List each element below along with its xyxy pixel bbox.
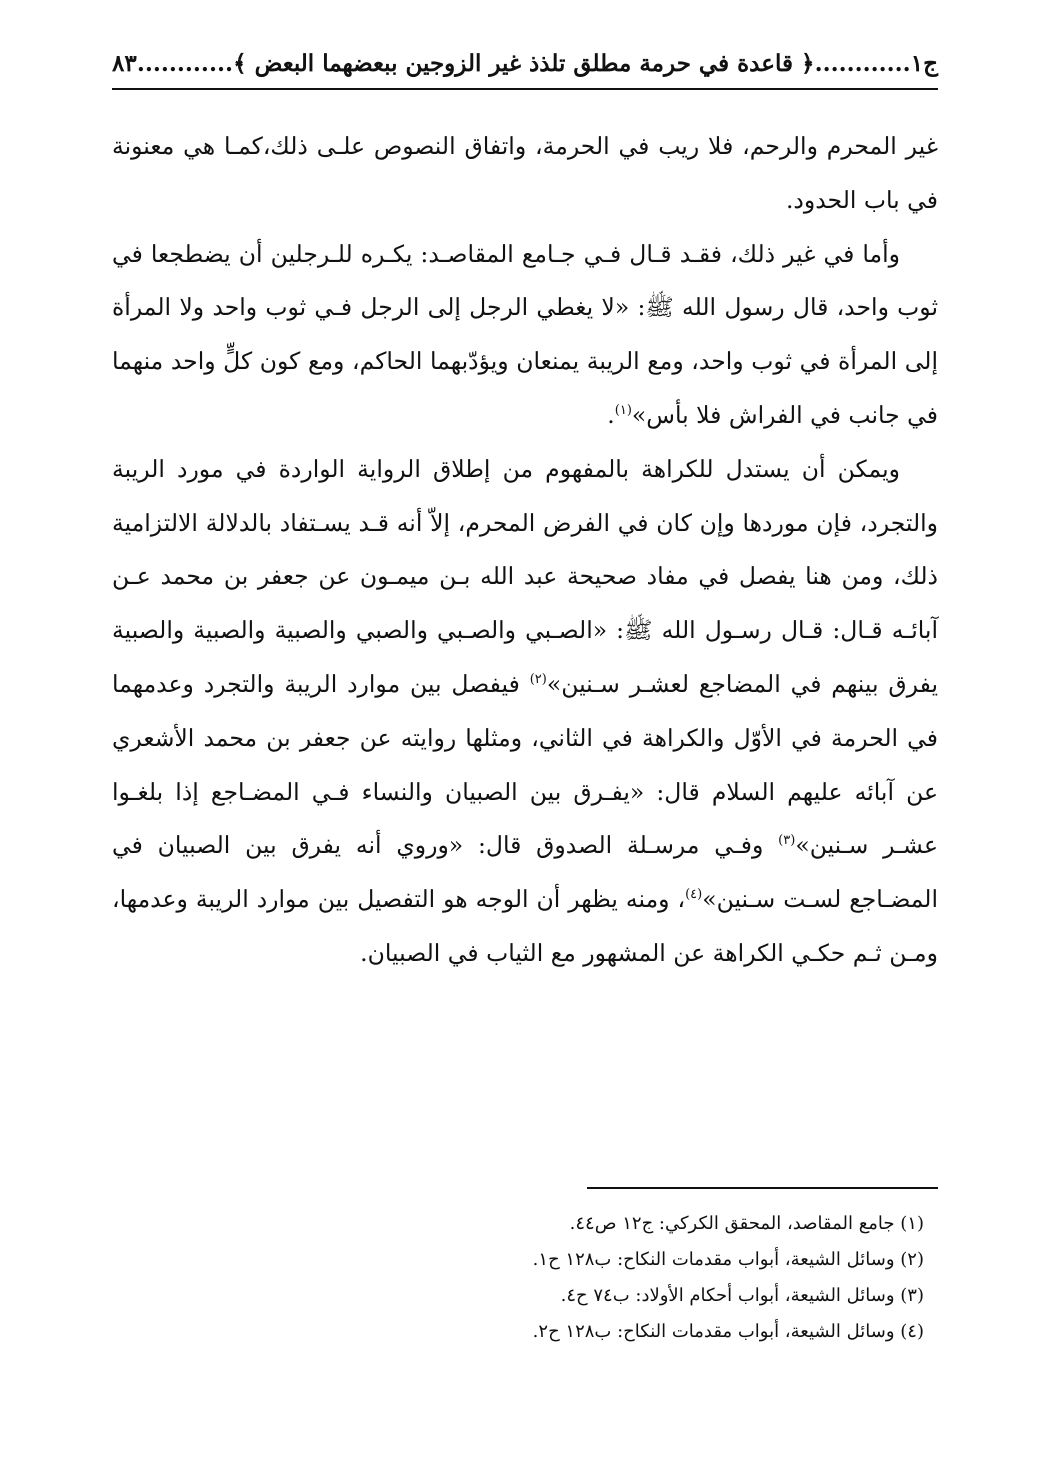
paragraph-text: ويمكن أن يستدل للكراهة بالمفهوم من إطلاق الرواية الواردة في مورد الريبة والتجرد، فإن موردها وإن كان في الفرض المحرم، إلاّ أنه قـد يسـتفاد بالدلالة الالتزامية ذلك، ومن هنا يفصل في مفاد صحيحة عبد الله بـن ميمـون عن جعفر بن محمد عـن آبائـه قـال: قـال رسـول الله ﷺ: «الصـبي والصـبي والصبي والصبية والصبية والصبية يفرق بينهم في المضاجع لعشـر سـنين» <box>112 454 938 698</box>
header-dots-right: ............ <box>814 49 911 77</box>
main-text <box>112 120 938 981</box>
paragraph-text: وأما في غير ذلك، فقـد قـال فـي جـامع المقاصـد: يكـره للـرجلين أن يضطجعا في ثوب واحد، قال رسول الله ﷺ: «لا يغطي الرجل إلى الرجل فـي ثوب واحد ولا المرأة إلى المرأة في ثوب واحد، ومع الريبة يمنعان ويؤدّبهما الحاكم، ومع كون كلٍّ واحد منهما في جانب في الفراش فلا بأس» <box>112 239 938 429</box>
footnote-item: (٢) وسائل الشيعة، أبواب مقدمات النكاح: ب١٢٨ ح١. <box>532 1249 924 1270</box>
footnote-item: (١) جامع المقاصد، المحقق الكركي: ج١٢ ص٤٤. <box>569 1213 924 1234</box>
footnote-ref: (١) <box>614 403 632 419</box>
page-number: ٨٣ <box>112 49 137 77</box>
paragraph-text-cont: ، ومنه يظهر أن الوجه هو التفصيل بين موارد الريبة وعدمها، ومـن ثـم حكـي الكراهة عن المشهور مع الثياب في الصبيان. <box>112 885 938 967</box>
header-volume: ج١ <box>910 49 938 77</box>
paragraph <box>112 443 938 981</box>
paragraph-text: غير المحرم والرحم، فلا ريب في الحرمة، واتفاق النصوص علـى ذلك،كمـا هي معنونة في باب الحدود. <box>112 132 938 214</box>
running-header <box>112 40 938 86</box>
footnote-rule <box>587 1187 938 1189</box>
footnote-item: (٣) وسائل الشيعة، أبواب أحكام الأولاد: ب٧٤ ح٤. <box>560 1285 924 1306</box>
paragraph-text-cont: وفـي مرسـلة الصدوق قال: «وروي أنه يفرق بين الصبيان في المضـاجع لسـت سـنين» <box>112 831 938 914</box>
header-title: ﴿ قاعدة في حرمة مطلق تلذذ غير الزوجين ببعضهما البعض ﴾ <box>233 49 815 77</box>
footnote-ref: (٤) <box>685 887 703 903</box>
footnote-ref: (٣) <box>778 833 796 849</box>
paragraph <box>112 228 938 443</box>
footnote-ref: (٢) <box>529 672 547 688</box>
paragraph-text-cont: فيفصل بين موارد الريبة والتجرد وعدمهما في الحرمة في الأوّل والكراهة في الثاني، ومثلها روايته عن جعفر بن محمد الأشعري عن آبائه عليهم السلام قال: «يفـرق بين الصبيان والنساء فـي المضـاجع إذا بلغـوا عشـر سـنين» <box>112 669 938 860</box>
footnotes <box>112 1206 938 1350</box>
footnote-item: (٤) وسائل الشيعة، أبواب مقدمات النكاح: ب١٢٨ ح٢. <box>532 1321 924 1342</box>
header-dots-left: ............ <box>136 49 233 77</box>
paragraph-text-cont: . <box>607 400 615 429</box>
header-rule <box>112 88 938 90</box>
paragraph <box>112 120 938 228</box>
